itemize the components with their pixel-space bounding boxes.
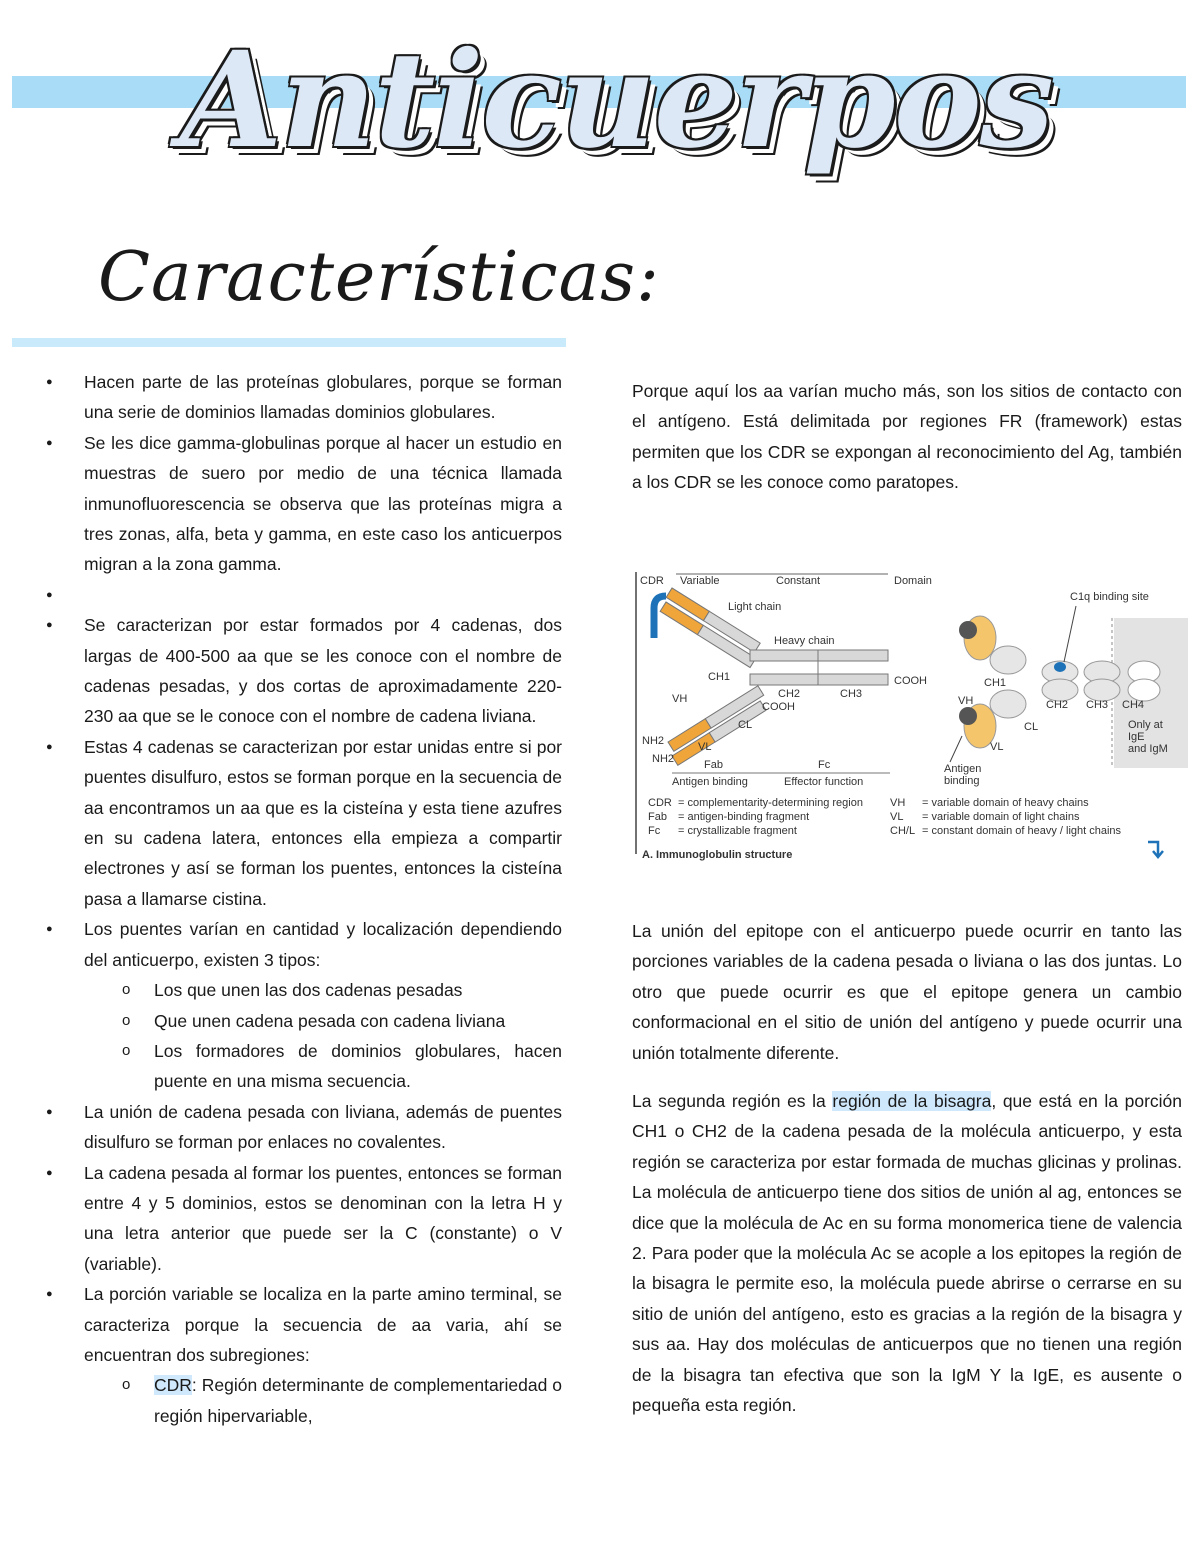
- paragraph: La unión del epitope con el anticuerpo puede ocurrir en tanto las porciones variables de la cadena pesada o liviana o las dos juntas. Lo otro que puede ocurrir es que el epitope genera un cambio conformacional en el sitio de unión del antígeno y puede ocurrir una unión totalmente diferente.: [632, 921, 1182, 1063]
- fc-heavy-chain-1: [750, 650, 888, 661]
- arrow-icon: [1148, 842, 1163, 857]
- page-title: Anticuerpos: [180, 23, 1053, 178]
- legend-abbr: CDR: [648, 797, 672, 809]
- c1q-pointer: [1064, 606, 1076, 662]
- sub-list-item: o Los formadores de dominios globulares, hacen puente en una misma secuencia.: [122, 1040, 562, 1092]
- legend-desc: = antigen-binding fragment: [678, 811, 810, 823]
- label-ige: IgE: [1128, 731, 1145, 743]
- label-c1q: C1q binding site: [1070, 591, 1149, 603]
- label-variable: Variable: [680, 575, 720, 587]
- left-column: [46, 367, 562, 1431]
- ch3-lobe-2: [1084, 679, 1120, 701]
- sub-list-item: o Los que unen las dos cadenas pesadas: [122, 980, 463, 1001]
- legend-desc: = crystallizable fragment: [678, 825, 797, 837]
- legend-abbr: CH/L: [890, 825, 916, 837]
- legend-abbr: VL: [890, 811, 904, 823]
- legend-desc: = variable domain of heavy chains: [922, 797, 1089, 809]
- paragraph-text: La segunda región es la: [632, 1091, 833, 1111]
- antigen-pointer: [950, 736, 962, 762]
- label-vl: VL: [698, 741, 712, 753]
- label-cdr: CDR: [640, 575, 664, 587]
- label-heavy-chain: Heavy chain: [774, 635, 835, 647]
- label-vh-right: VH: [958, 695, 974, 707]
- legend-abbr: Fab: [648, 811, 667, 823]
- right-paragraph-3: [632, 1086, 1182, 1420]
- ch1-lobe-upper: [990, 646, 1026, 674]
- c1q-site: [1054, 662, 1066, 672]
- label-cl: CL: [738, 719, 753, 731]
- label-ch1: CH1: [708, 671, 731, 683]
- label-ch2-right: CH2: [1046, 699, 1069, 711]
- label-cooh: COOH: [894, 675, 927, 687]
- cdr-tip-upper: [959, 621, 977, 639]
- label-ch2: CH2: [778, 688, 801, 700]
- section-underline: [12, 338, 566, 347]
- sub-list-text: Los que unen las dos cadenas pesadas: [154, 980, 463, 1001]
- fc-heavy-chain-2: [750, 674, 888, 685]
- list-item-empty: [46, 580, 562, 610]
- list-item: ● Estas 4 cadenas se caracterizan por estar unidas entre si por puentes disulfuro, estos se forman porque en la secuencia de aa encontramos un aa que es la cisteína y esta tiene azufres en su cadena latera, entonces ella empieza a compartir electrones y así se forman los puentes, entonces la cisteína pasa a llamarse cistina.: [46, 732, 562, 914]
- immunoglobulin-diagram: [632, 566, 1188, 866]
- paragraph: [632, 1086, 1182, 1420]
- label-cooh-2: COOH: [762, 701, 795, 713]
- ch1-lobe-lower: [990, 690, 1026, 718]
- sub-list-item: o Que unen cadena pesada con cadena liviana: [122, 1010, 506, 1031]
- list-item: ● Hacen parte de las proteínas globulares, porque se forman una serie de dominios llamadas dominios globulares.: [46, 367, 562, 428]
- list-item: ● La cadena pesada al formar los puentes, entonces se forman entre 4 y 5 dominios, estos se denominan con la letra H y una letra anterior que puede ser la C (constante) o V (variable).: [46, 1158, 562, 1280]
- label-ch4: CH4: [1122, 699, 1145, 711]
- label-constant: Constant: [776, 575, 821, 587]
- figure-caption: A. Immunoglobulin structure: [642, 849, 793, 861]
- label-fab: Fab: [704, 759, 723, 771]
- list-item: ● La porción variable se localiza en la parte amino terminal, se caracteriza porque la secuencia de aa varia, ahí se encuentran dos subregiones:: [46, 1279, 562, 1370]
- cdr-term: CDR: [154, 1375, 192, 1396]
- paragraph: Porque aquí los aa varían mucho más, son los sitios de contacto con el antígeno. Está delimitada por regiones FR (framework) estas permiten que los CDR se expongan al reconocimiento del Ag, también a los CDR se les conoce como paratopes.: [632, 381, 1182, 493]
- label-ch3: CH3: [840, 688, 863, 700]
- label-and-igm: and IgM: [1128, 743, 1168, 755]
- section-title: Características:: [98, 238, 660, 317]
- label-cl-right: CL: [1024, 721, 1039, 733]
- legend-desc: = constant domain of heavy / light chains: [922, 825, 1122, 837]
- label-domain: Domain: [894, 575, 932, 587]
- legend-abbr: Fc: [648, 825, 661, 837]
- label-fc: Fc: [818, 759, 831, 771]
- list-item: ● Se caracterizan por estar formados por 4 cadenas, dos largas de 400-500 aa que se les conoce con el nombre de cadenas pesadas, y dos cortas de aproximadamente 220-230 aa que se le conoce con el nombre de cadena liviana.: [46, 610, 562, 732]
- legend-abbr: VH: [890, 797, 906, 809]
- label-ch1-right: CH1: [984, 677, 1007, 689]
- label-vh: VH: [672, 693, 688, 705]
- ch4-lobe-2: [1128, 679, 1160, 701]
- highlighted-term: región de la bisagra: [832, 1091, 992, 1111]
- legend-desc: = variable domain of light chains: [922, 811, 1080, 823]
- cdr-pointer: [654, 596, 666, 638]
- label-binding-2: binding: [944, 775, 980, 787]
- label-antigen-binding: Antigen binding: [672, 776, 748, 788]
- sub-list-text: : Región determinante de complementariedad o región hipervariable,: [154, 1375, 562, 1426]
- list-item: ● Se les dice gamma-globulinas porque al hacer un estudio en muestras de suero por medio de una técnica llamada inmunofluorescencia se observa que las proteínas migra a tres zonas, alfa, beta y gamma, en este caso los anticuerpos migran a la zona gamma.: [46, 428, 562, 580]
- cdr-tip-lower: [959, 707, 977, 725]
- label-light-chain: Light chain: [728, 601, 782, 613]
- label-ch3-right: CH3: [1086, 699, 1109, 711]
- sub-list-item: o CDR: Región determinante de complementariedad o región hipervariable,: [122, 1375, 562, 1426]
- label-antigen-2: Antigen: [944, 763, 982, 775]
- label-effector: Effector function: [784, 776, 864, 788]
- paragraph-text: , que está en la porción CH1 o CH2 de la cadena pesada de la molécula anticuerpo, y esta región se caracteriza por estar formada de muchas glicinas y prolinas. La molécula de anticuerpo tiene dos sitios de unión al ag, entonces se dice que la molécula de Ac en su forma monomerica tiene de valencia 2. Para poder que la molécula Ac se acople a los epitopes la región de la bisagra le permite eso, la molécula puede abrirse o cerrarse en su sitio de unión del antígeno, esto es gracias a la región de la bisagra y sus aa. Hay dos moléculas de anticuerpos que no tienen una región de la bisagra tan efectiva que son la IgM Y la IgE, es ausente o pequeña esta región.: [632, 1091, 1183, 1416]
- label-nh2-2: NH2: [652, 753, 675, 765]
- sub-list-text: Que unen cadena pesada con cadena liviana: [154, 1010, 506, 1031]
- right-paragraph-1: [632, 376, 1182, 498]
- sub-list-text: Los formadores de dominios globulares, hacen puente en una misma secuencia.: [154, 1040, 562, 1092]
- list-item: ● La unión de cadena pesada con liviana, además de puentes disulfuro se forman por enlaces no covalentes.: [46, 1097, 562, 1158]
- label-vl-right: VL: [990, 741, 1004, 753]
- label-only-at: Only at: [1128, 719, 1163, 731]
- ch2-lobe-2: [1042, 679, 1078, 701]
- legend-desc: = complementarity-determining region: [678, 797, 863, 809]
- immunoglobulin-figure: [632, 566, 1188, 866]
- right-paragraph-2: [632, 916, 1182, 1068]
- label-nh2: NH2: [642, 735, 665, 747]
- list-item: ● Los puentes varían en cantidad y localización dependiendo del anticuerpo, existen 3 tipos:: [46, 914, 562, 975]
